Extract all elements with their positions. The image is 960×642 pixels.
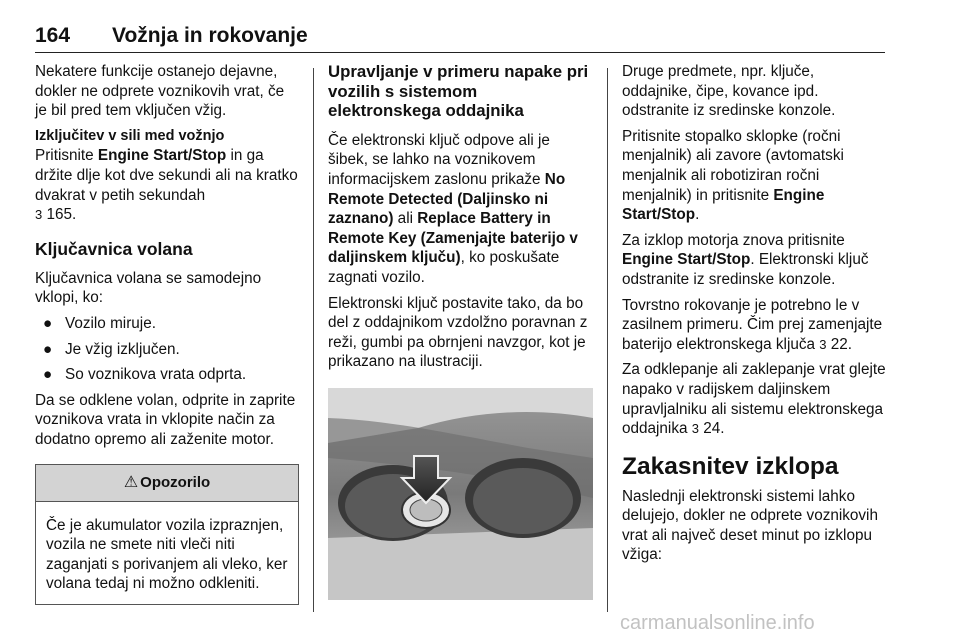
page-ref-icon: 3 xyxy=(819,336,827,352)
page-header xyxy=(35,22,885,53)
column-right xyxy=(622,62,887,571)
page-title: Vožnja in rokovanje xyxy=(112,24,308,47)
column-middle xyxy=(328,62,593,600)
emergency-shutdown-subheading: Izključitev v sili med vožnjo xyxy=(35,127,225,144)
warning-triangle-icon: ⚠ xyxy=(123,473,139,491)
steering-lock-paragraph: Ključavnica volana se samodejno vklopi, ko: xyxy=(35,269,262,307)
column-left xyxy=(35,62,300,605)
unlock-steering-paragraph: Da se odklene volan, odprite in zaprite voznikova vrata in vklopite način za dodatno opremo ali zaženite motor. xyxy=(35,391,296,448)
emergency-shutdown-paragraph: Pritisnite Engine Start/Stop in ga držite dlje kot dve sekundi ali na kratko dvakrat v petih sekundah 3 165. xyxy=(35,147,298,224)
warning-box xyxy=(35,464,299,605)
warning-text: Če je akumulator vozila izpraznjen, vozila ne smete niti vleči niti zaganjati s porivanjem ali vleko, ker volana tedaj ni možno odkleniti. xyxy=(46,516,288,593)
failure-operation-heading: Upravljanje v primeru napake pri vozilih s sistemom elektronskega oddajnika xyxy=(328,62,589,121)
engine-off-paragraph: Za izklop motorja znova pritisnite Engine Start/Stop. Elektronski ključ odstranite iz sredinske konzole. xyxy=(622,231,869,288)
column-divider xyxy=(607,68,608,612)
list-item: ● So voznikova vrata odprta. xyxy=(43,366,247,384)
shutdown-delay-heading: Zakasnitev izklopa xyxy=(622,452,839,480)
steering-lock-conditions xyxy=(35,314,300,385)
list-item: ● Vozilo miruje. xyxy=(43,314,156,332)
engine-start-stop-label: Engine Start/Stop xyxy=(97,147,227,165)
steering-lock-heading: Ključavnica volana xyxy=(35,238,193,259)
page-number: 164 xyxy=(35,24,71,47)
page-ref-icon: 3 xyxy=(35,207,43,223)
warning-title: Opozorilo xyxy=(140,473,211,491)
column-divider xyxy=(313,68,314,612)
watermark: carmanualsonline.info xyxy=(620,612,815,634)
page-ref-link[interactable]: 24. xyxy=(703,420,725,438)
page-ref-link[interactable]: 22. xyxy=(830,335,853,353)
press-pedal-paragraph: Pritisnite stopalko sklopke (ročni menjalnik) ali zavore (avtomatski menjalnik ali robotiziran ročni menjalnik) in pritisnite Engine Start/Stop. xyxy=(622,127,844,224)
intro-paragraph: Nekatere funkcije ostanejo dejavne, dokler ne odprete voznikovih vrat, če je bil pred tem vključen vžig. xyxy=(35,63,285,120)
emergency-only-paragraph: Tovrstno rokovanje je potrebno le v zasilnem primeru. Čim prej zamenjajte baterijo elektronskega ključa 3 22. xyxy=(622,296,883,353)
remove-objects-paragraph: Druge predmete, npr. ključe, oddajnike, čipe, kovance ipd. odstranite iz sredinske konzole. xyxy=(622,63,836,120)
shutdown-delay-paragraph: Naslednji elektronski sistemi lahko delujejo, dokler ne odprete voznikovih vrat ali največ deset minut po izklopu vžiga: xyxy=(622,487,878,564)
door-lock-paragraph: Za odklepanje ali zaklepanje vrat glejte napako v radijskem daljinskem upravljalniku ali sistemu elektronskega oddajnika 3 24. xyxy=(622,361,886,438)
warning-header xyxy=(36,465,298,502)
page-ref-link[interactable]: 165. xyxy=(46,206,77,224)
list-item: ● Je vžig izključen. xyxy=(43,340,180,358)
console-photo-graphic xyxy=(328,388,593,600)
key-placement-paragraph: Elektronski ključ postavite tako, da bo del z oddajnikom vzdolžno poravnan z reži, gumbi pa obrnjeni navzgor, kot je prikazano na ilustraciji. xyxy=(328,294,588,371)
failure-paragraph: Če elektronski ključ odpove ali je šibek, se lahko na voznikovem informacijskem zaslonu prikaže No Remote Detected (Daljinsko ni zaznano) ali Replace Battery in Remote Key (Zamenjajte baterijo v daljinskem ključu), ko poskušate zagnati vozilo. xyxy=(328,131,578,286)
key-in-console-illustration xyxy=(328,388,593,600)
page-ref-icon: 3 xyxy=(691,421,699,437)
